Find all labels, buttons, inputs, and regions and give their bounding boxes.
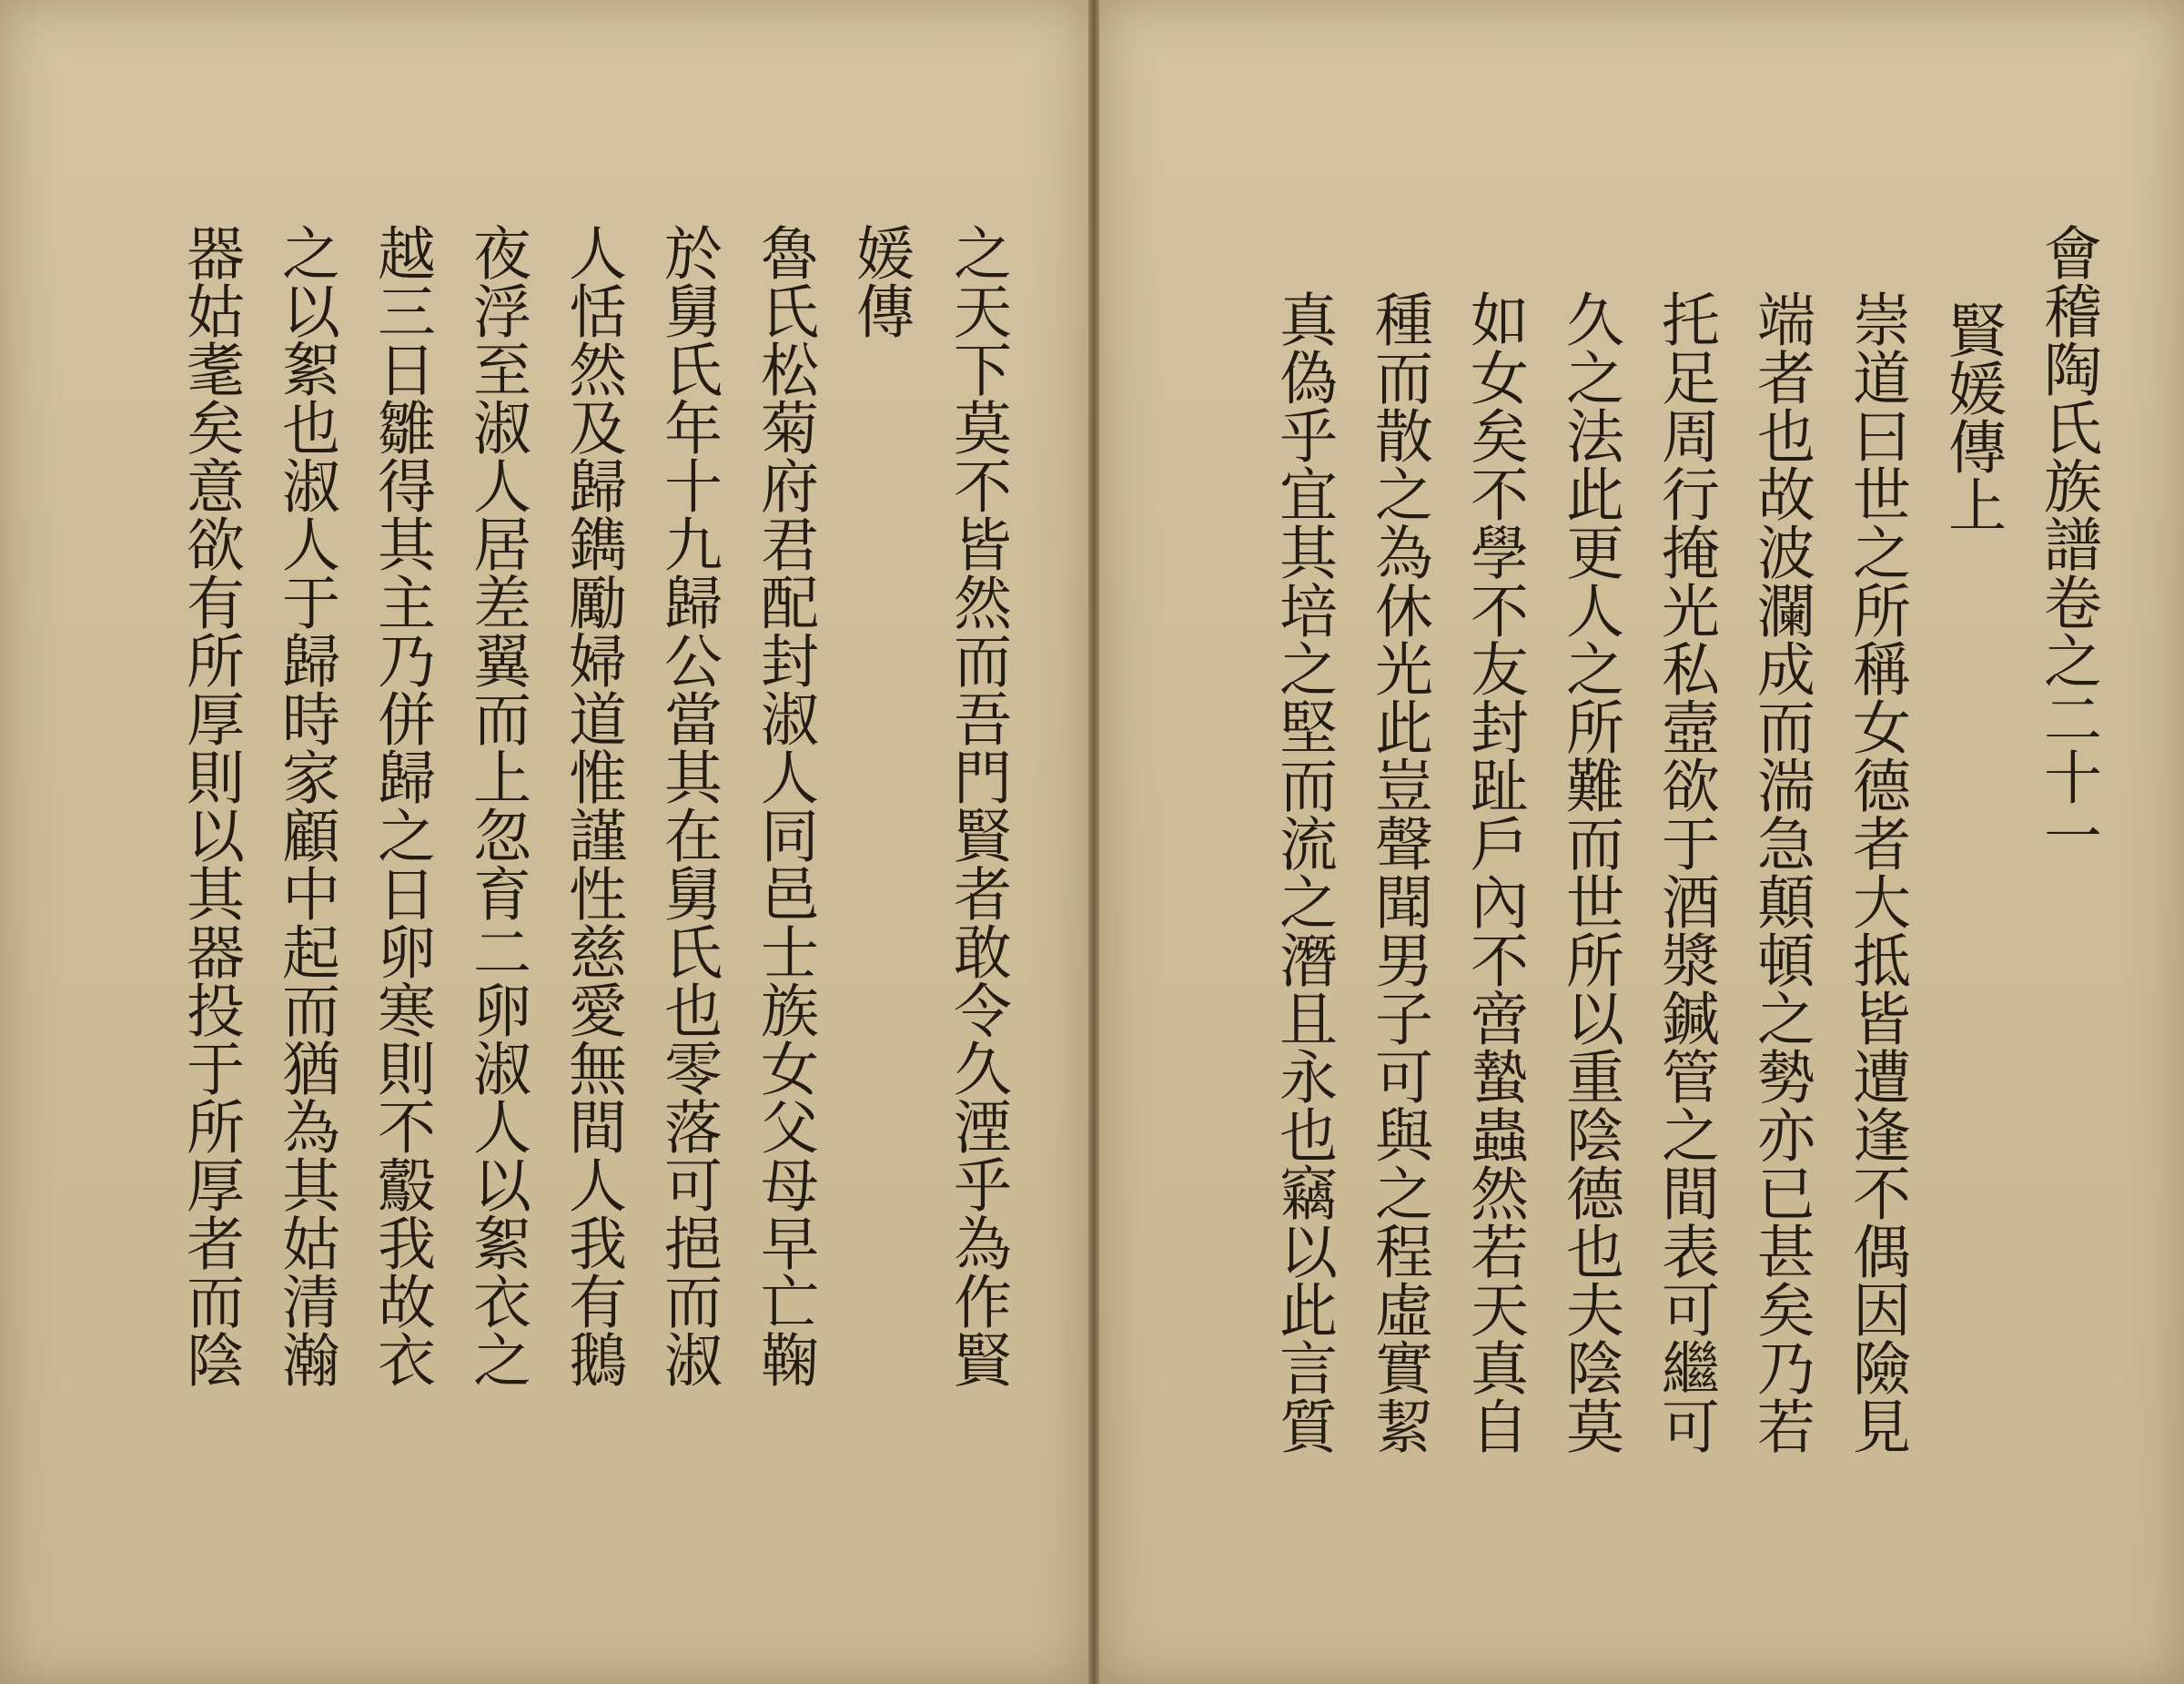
text-column: 如女矣不學不友封趾戶內不啻蟄蟲然若天真自 [1461,289,1528,1455]
text-column: 久之法此更人之所難而世所以重陰德也夫陰莫 [1556,289,1623,1455]
volume-title: 會稽陶氏族譜卷之二十一 [2034,223,2101,864]
right-page [1099,0,2184,1684]
section-heading: 賢媛傳上 [1938,300,2006,533]
text-column: 媛傳 [846,223,914,340]
text-column: 崇道曰世之所稱女德者大抵皆遭逢不偶因險見 [1843,289,1910,1455]
text-column: 於舅氏年十九歸公當其在舅氏也零落可挹而淑 [654,223,722,1388]
book-gutter [1088,0,1099,1684]
left-page [0,0,1088,1684]
text-column: 之天下莫不皆然而吾門賢者敢令久湮乎為作賢 [944,223,1011,1388]
text-column: 魯氏松菊府君配封淑人同邑士族女父母早亡鞠 [751,223,818,1388]
text-column: 人恬然及歸鐫勵婦道惟謹性慈愛無間人我有鵝 [559,223,626,1388]
text-column: 托足周行掩光私壼欲于酒漿鍼管之間表可繼可 [1652,289,1719,1455]
text-column: 越三日雛得其主乃併歸之日卵寒則不鷇我故衣 [368,223,435,1388]
text-column: 真偽乎宜其培之堅而流之潛且永也竊以此言質 [1269,289,1337,1455]
text-column: 之以絮也淑人于歸時家顧中起而猶為其姑清瀚 [272,223,339,1388]
text-column: 種而散之為休光此豈聲聞男子可與之程虛實絜 [1365,289,1432,1455]
text-column: 器姑耄矣意欲有所厚則以其器投于所厚者而陰 [177,223,244,1388]
text-column: 夜浮至淑人居差翼而上忽育二卵淑人以絮衣之 [463,223,531,1388]
text-column: 端者也故波瀾成而湍急顛頓之勢亦已甚矣乃若 [1747,289,1815,1455]
